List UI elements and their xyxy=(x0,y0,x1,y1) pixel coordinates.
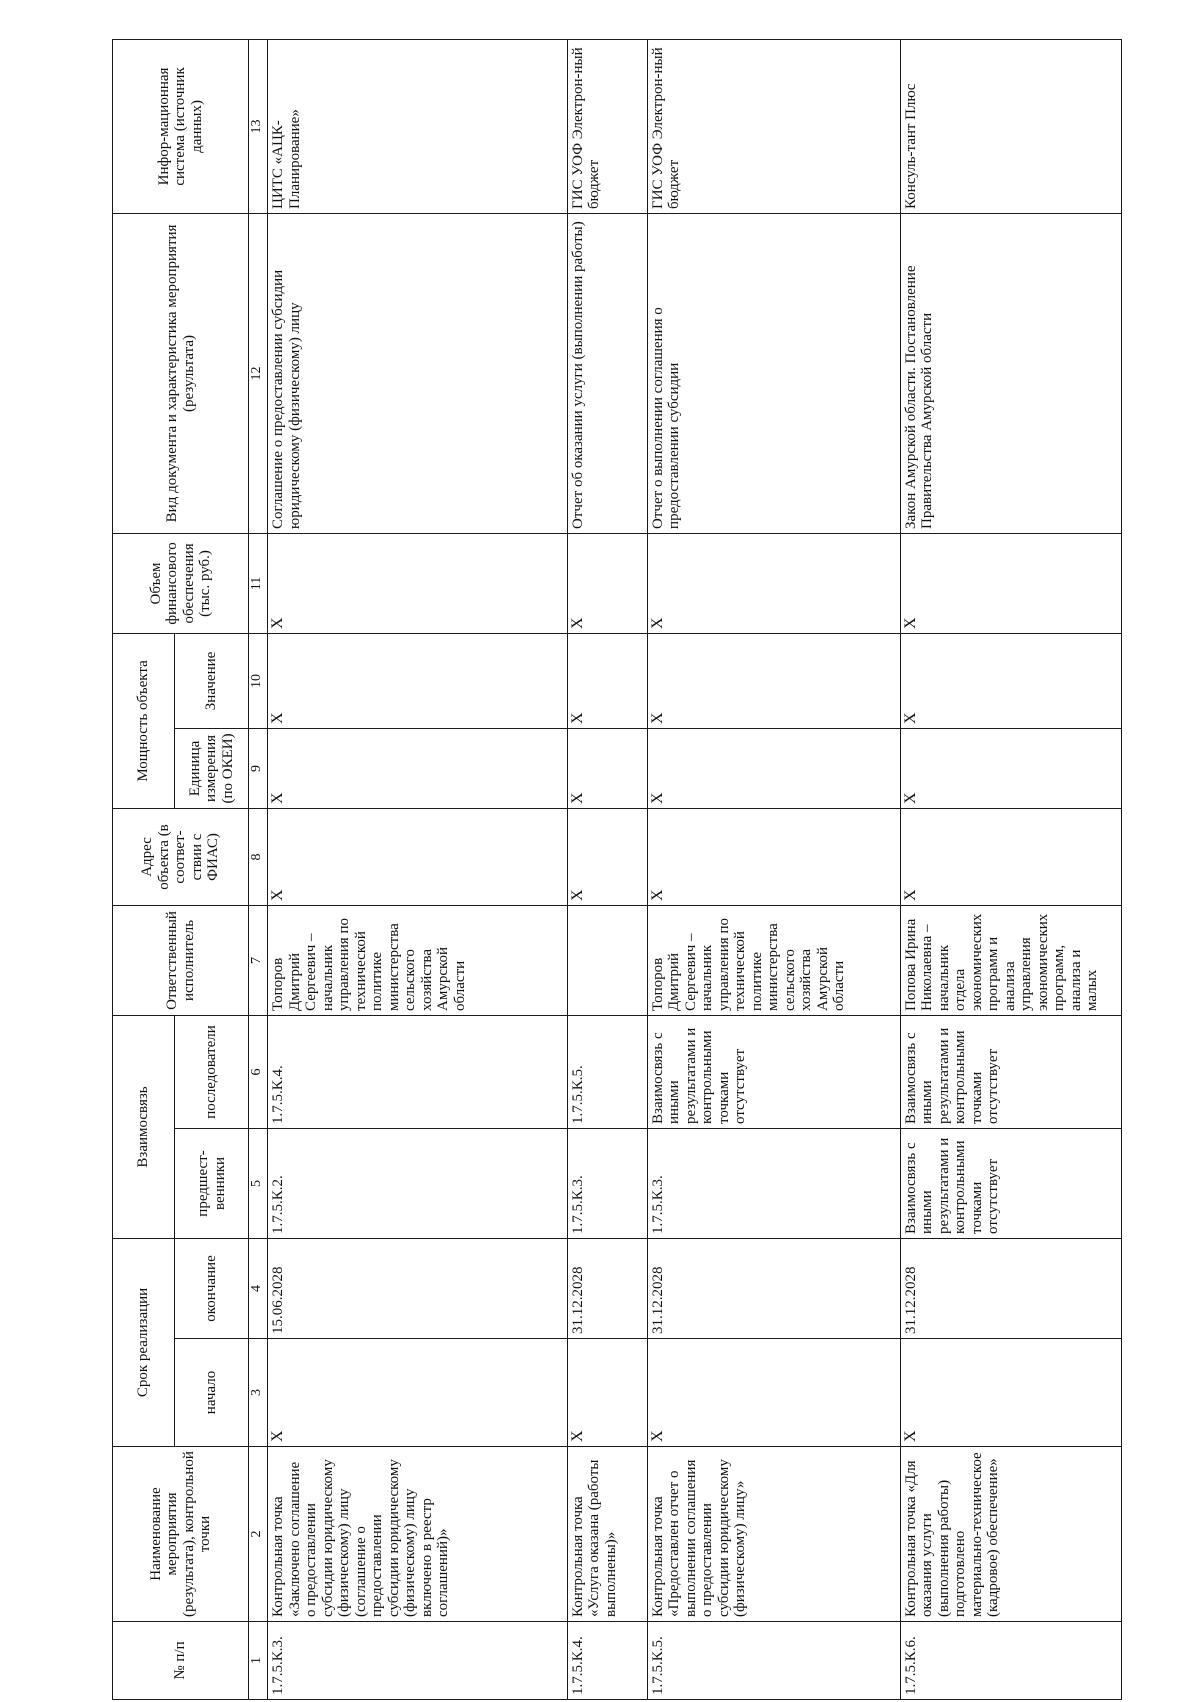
cell-succ: Взаимосвязь с иными результатами и контрольными точками отсутствует xyxy=(900,1015,1121,1128)
header-term-end: окончание xyxy=(175,1238,249,1338)
header-power-unit: Единица измерения (по ОКЕИ) xyxy=(175,728,249,808)
cell-info-system: ЦИТС «АЦК-Планирование» xyxy=(268,39,568,213)
header-power: Мощность объекта xyxy=(113,633,175,808)
header-term-start: начало xyxy=(175,1339,249,1447)
header-power-value: Значение xyxy=(175,633,249,728)
cell-start: X xyxy=(567,1339,647,1447)
col-number: 13 xyxy=(249,39,268,213)
rotated-table-sheet xyxy=(112,40,1122,1700)
col-number: 9 xyxy=(249,728,268,808)
cell-succ: 1.7.5.К.4. xyxy=(268,1015,568,1128)
cell-document: Отчет об оказании услуги (выполнении работы) xyxy=(567,213,647,533)
cell-succ: 1.7.5.К.5. xyxy=(567,1015,647,1128)
col-number: 2 xyxy=(249,1447,268,1622)
header-responsible: Ответственный исполнитель xyxy=(113,905,249,1015)
col-number: 11 xyxy=(249,533,268,633)
cell-name: Контрольная точка «Услуга оказана (работы выполнены)» xyxy=(567,1447,647,1622)
cell-responsible: Топоров Дмитрий Сергеевич – начальник управления по технической политике министерства сельского хозяйства Амурской области xyxy=(268,905,568,1015)
header-name: Наименование мероприятия (результата), контрольной точки xyxy=(113,1447,249,1622)
cell-unit: X xyxy=(567,728,647,808)
col-number: 10 xyxy=(249,633,268,728)
cell-end: 31.12.2028 xyxy=(647,1238,900,1338)
cell-start: X xyxy=(268,1339,568,1447)
col-number: 8 xyxy=(249,808,268,905)
cell-value: X xyxy=(268,633,568,728)
cell-finance: X xyxy=(900,533,1121,633)
cell-responsible: Попова Ирина Николаевна – начальник отдела экономических программ и анализа управления экономических программ, анализа и малых xyxy=(900,905,1121,1015)
col-number: 7 xyxy=(249,905,268,1015)
cell-num: 1.7.5.К.3. xyxy=(268,1622,568,1700)
cell-end: 31.12.2028 xyxy=(900,1238,1121,1338)
cell-finance: X xyxy=(567,533,647,633)
cell-start: X xyxy=(647,1339,900,1447)
header-term: Срок реализации xyxy=(113,1238,175,1446)
cell-value: X xyxy=(567,633,647,728)
col-number: 3 xyxy=(249,1339,268,1447)
cell-document: Закон Амурской области. Постановление Правительства Амурской области xyxy=(900,213,1121,533)
cell-num: 1.7.5.К.5. xyxy=(647,1622,900,1700)
cell-end: 31.12.2028 xyxy=(567,1238,647,1338)
cell-address: X xyxy=(900,808,1121,905)
cell-info-system: Консуль-тант Плюс xyxy=(900,39,1121,213)
cell-name: Контрольная точка «Предоставлен отчет о выполнении соглашения о предоставлении субсидии юридическому (физическому) лицу» xyxy=(647,1447,900,1622)
header-finance: Объем финансового обеспечения (тыс. руб.) xyxy=(113,533,249,633)
col-number: 6 xyxy=(249,1015,268,1128)
cell-address: X xyxy=(567,808,647,905)
cell-info-system: ГИС УОФ Электрон-ный бюджет xyxy=(647,39,900,213)
cell-start: X xyxy=(900,1339,1121,1447)
cell-pred: 1.7.5.К.2. xyxy=(268,1128,568,1238)
cell-address: X xyxy=(268,808,568,905)
cell-finance: X xyxy=(268,533,568,633)
table-row xyxy=(567,39,647,1699)
table-row xyxy=(268,39,568,1699)
cell-finance: X xyxy=(647,533,900,633)
cell-info-system: ГИС УОФ Электрон-ный бюджет xyxy=(567,39,647,213)
header-link-pred: предшест-венники xyxy=(175,1128,249,1238)
cell-value: X xyxy=(647,633,900,728)
header-address: Адрес объекта (в соответ-ствии с ФИАС) xyxy=(113,808,249,905)
cell-pred: Взаимосвязь с иными результатами и контрольными точками отсутствует xyxy=(900,1128,1121,1238)
cell-name: Контрольная точка «Заключено соглашение о предоставлении субсидии юридическому (физическому) лицу (соглашение о предоставлении субсидии юридическому (физическому) лицу включено в реестр соглашений)» xyxy=(268,1447,568,1622)
cell-document: Отчет о выполнении соглашения о предоставлении субсидии xyxy=(647,213,900,533)
cell-address: X xyxy=(647,808,900,905)
cell-num: 1.7.5.К.6. xyxy=(900,1622,1121,1700)
cell-unit: X xyxy=(900,728,1121,808)
column-number-row xyxy=(249,39,268,1699)
cell-value: X xyxy=(900,633,1121,728)
cell-num: 1.7.5.К.4. xyxy=(567,1622,647,1700)
header-document: Вид документа и характеристика мероприятия (результата) xyxy=(113,213,249,533)
col-number: 4 xyxy=(249,1238,268,1338)
col-number: 5 xyxy=(249,1128,268,1238)
cell-name: Контрольная точка «Для оказания услуги (выполнения работы) подготовлено материально-техническое (кадровое) обеспечение» xyxy=(900,1447,1121,1622)
cell-succ: Взаимосвязь с иными результатами и контрольными точками отсутствует xyxy=(647,1015,900,1128)
cell-pred: 1.7.5.К.3. xyxy=(647,1128,900,1238)
cell-responsible xyxy=(567,905,647,1015)
cell-unit: X xyxy=(268,728,568,808)
header-info-system: Инфор-мационная система (источник данных) xyxy=(113,39,249,213)
col-number: 1 xyxy=(249,1622,268,1700)
table-row xyxy=(900,39,1121,1699)
cell-responsible: Топоров Дмитрий Сергеевич – начальник управления по технической политике министерства сельского хозяйства Амурской области xyxy=(647,905,900,1015)
cell-pred: 1.7.5.К.3. xyxy=(567,1128,647,1238)
cell-unit: X xyxy=(647,728,900,808)
header-link: Взаимосвязь xyxy=(113,1015,175,1238)
table-row xyxy=(647,39,900,1699)
col-number: 12 xyxy=(249,213,268,533)
header-link-succ: последователи xyxy=(175,1015,249,1128)
plan-table xyxy=(112,39,1122,1700)
header-num: № п/п xyxy=(113,1622,249,1700)
cell-end: 15.06.2028 xyxy=(268,1238,568,1338)
cell-document: Соглашение о предоставлении субсидии юридическому (физическому) лицу xyxy=(268,213,568,533)
